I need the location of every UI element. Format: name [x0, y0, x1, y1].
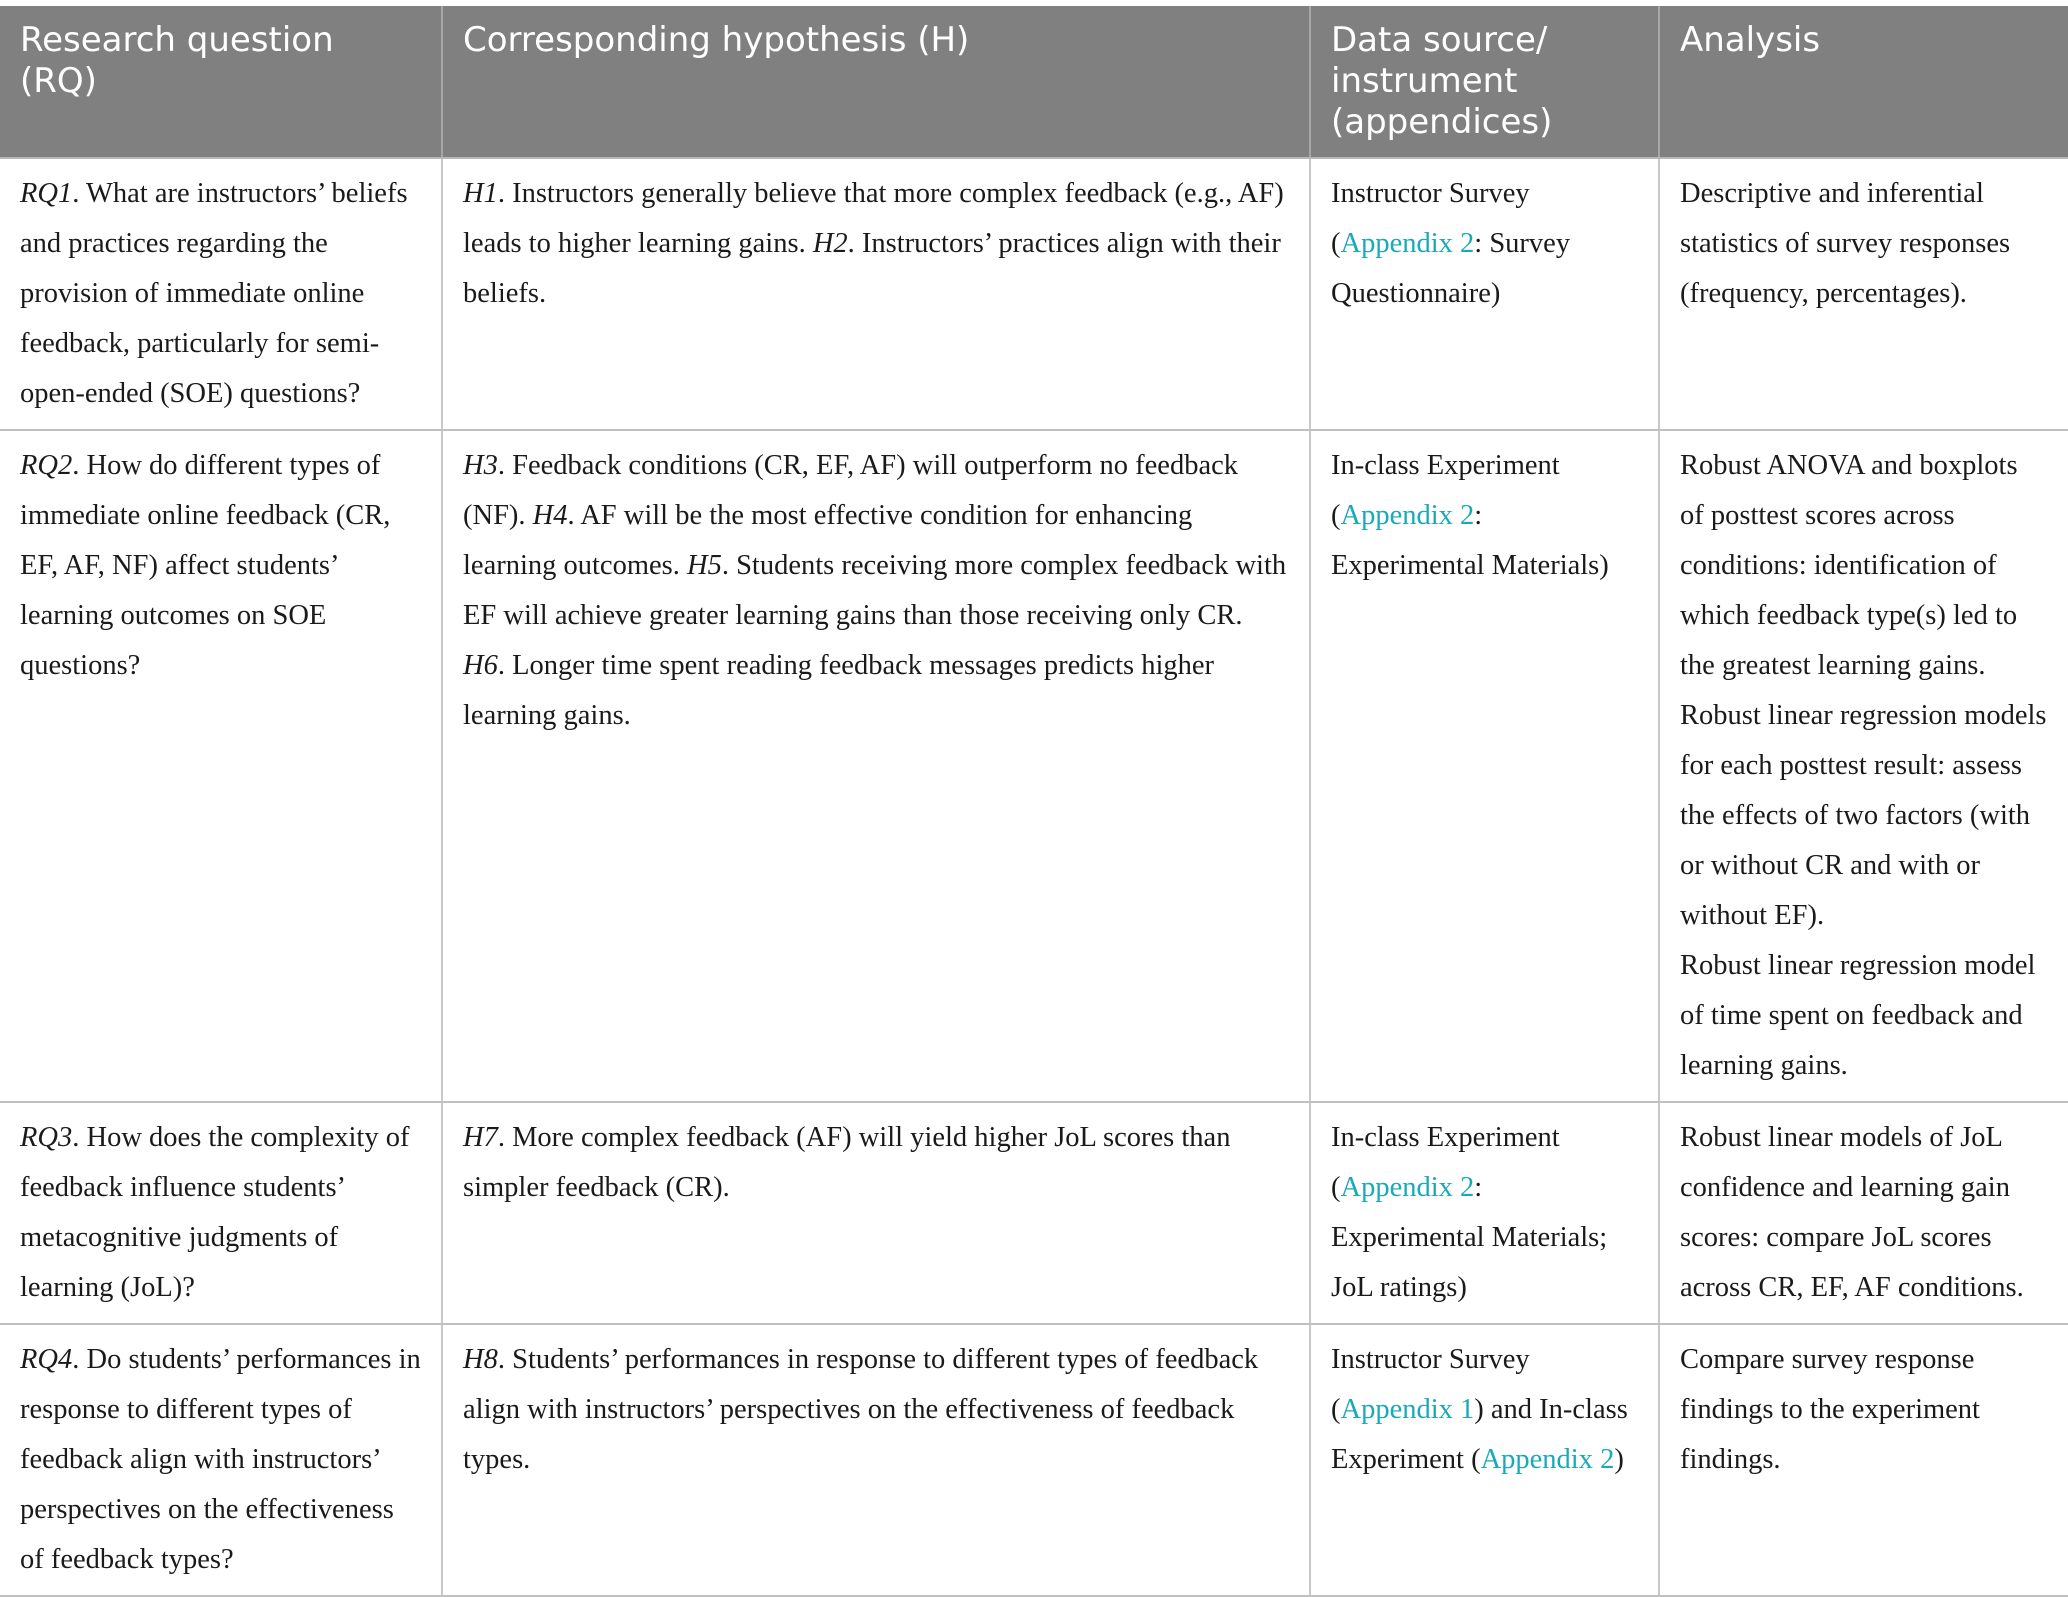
analysis-cell	[1659, 1102, 2068, 1324]
research-question-cell	[0, 1324, 442, 1596]
hypothesis-label: H2	[812, 228, 848, 259]
analysis-text: Robust ANOVA and boxplots of posttest scores across conditions: identification of which feedback type(s) led to the greatest learning gains.	[1680, 450, 2018, 681]
hypothesis-label: H5	[686, 550, 722, 581]
hypothesis-text: . AF will be the most effective condition for enhancing learning outcomes.	[463, 500, 1193, 581]
hypothesis-label: H8	[463, 1344, 498, 1375]
rq-text: . How does the complexity of feedback influence students’ metacognitive judgments of learning (JoL)?	[20, 1122, 410, 1303]
research-question-cell	[0, 158, 442, 430]
analysis-text: Robust linear regression model of time spent on feedback and learning gains.	[1680, 950, 2036, 1081]
source-text: )	[1614, 1444, 1624, 1475]
table-row	[0, 1102, 2068, 1324]
rq-text: . How do different types of immediate online feedback (CR, EF, AF, NF) affect students’ learning outcomes on SOE questions?	[20, 450, 391, 681]
hypothesis-text: . Longer time spent reading feedback messages predicts higher learning gains.	[463, 650, 1215, 731]
source-text: : Survey Questionnaire)	[1331, 228, 1571, 309]
table-row	[0, 430, 2068, 1102]
hypothesis-cell	[442, 430, 1310, 1102]
rq-text: . What are instructors’ beliefs and practices regarding the provision of immediate online feedback, particularly for semi-open-ended (SOE) questions?	[20, 178, 408, 409]
rq-label: RQ4	[20, 1344, 73, 1375]
source-text: In-class Experiment (	[1331, 1122, 1560, 1203]
header-research-question: Research question (RQ)	[0, 6, 442, 158]
analysis-cell	[1659, 158, 2068, 430]
appendix-link[interactable]: Appendix 2	[1340, 228, 1475, 259]
rq-text: . Do students’ performances in response to different types of feedback align with instructors’ perspectives on the effectiveness of feedback types?	[20, 1344, 421, 1575]
research-question-cell	[0, 430, 442, 1102]
source-text: Instructor Survey (	[1331, 1344, 1530, 1425]
data-source-cell	[1310, 1324, 1659, 1596]
header-hypothesis: Corresponding hypothesis (H)	[442, 6, 1310, 158]
hypothesis-text: . Instructors generally believe that more complex feedback (e.g., AF) leads to higher learning gains.	[463, 178, 1284, 259]
rq-label: RQ2	[20, 450, 73, 481]
table-row	[0, 158, 2068, 430]
analysis-cell	[1659, 1324, 2068, 1596]
research-question-cell	[0, 1102, 442, 1324]
data-source-cell	[1310, 1102, 1659, 1324]
hypothesis-text: . Students’ performances in response to different types of feedback align with instructors’ perspectives on the effectiveness of feedback types.	[463, 1344, 1259, 1475]
data-source-cell	[1310, 430, 1659, 1102]
source-text: Instructor Survey (	[1331, 178, 1530, 259]
hypothesis-cell	[442, 1324, 1310, 1596]
research-design-table	[0, 6, 2068, 1597]
table-row	[0, 1324, 2068, 1596]
analysis-text: Robust linear models of JoL confidence and learning gain scores: compare JoL scores across CR, EF, AF conditions.	[1680, 1122, 2024, 1303]
analysis-text: Compare survey response findings to the experiment findings.	[1680, 1344, 1980, 1475]
header-data-source: Data source/ instrument (appendices)	[1310, 6, 1659, 158]
hypothesis-label: H4	[532, 500, 568, 531]
rq-label: RQ3	[20, 1122, 73, 1153]
source-text: ) and In-class Experiment (	[1331, 1394, 1628, 1475]
hypothesis-label: H6	[463, 650, 498, 681]
hypothesis-label: H3	[463, 450, 498, 481]
hypothesis-text: . Instructors’ practices align with their beliefs.	[463, 228, 1281, 309]
rq-label: RQ1	[20, 178, 73, 209]
data-source-cell	[1310, 158, 1659, 430]
hypothesis-label: H1	[463, 178, 498, 209]
header-row	[0, 6, 2068, 158]
header-analysis: Analysis	[1659, 6, 2068, 158]
appendix-link[interactable]: Appendix 2	[1480, 1444, 1615, 1475]
analysis-cell	[1659, 430, 2068, 1102]
hypothesis-text: . More complex feedback (AF) will yield higher JoL scores than simpler feedback (CR).	[463, 1122, 1231, 1203]
hypothesis-cell	[442, 1102, 1310, 1324]
hypothesis-text: . Students receiving more complex feedback with EF will achieve greater learning gains than those receiving only CR.	[463, 550, 1287, 631]
appendix-link[interactable]: Appendix 2	[1340, 500, 1475, 531]
hypothesis-cell	[442, 158, 1310, 430]
analysis-text: Robust linear regression models for each posttest result: assess the effects of two factors (with or without CR and with or without EF).	[1680, 700, 2047, 931]
appendix-link[interactable]: Appendix 2	[1340, 1172, 1475, 1203]
source-text: : Experimental Materials)	[1331, 500, 1609, 581]
appendix-link[interactable]: Appendix 1	[1340, 1394, 1475, 1425]
hypothesis-label: H7	[463, 1122, 498, 1153]
source-text: : Experimental Materials; JoL ratings)	[1331, 1172, 1608, 1303]
hypothesis-text: . Feedback conditions (CR, EF, AF) will outperform no feedback (NF).	[463, 450, 1239, 531]
analysis-text: Descriptive and inferential statistics of survey responses (frequency, percentages).	[1680, 178, 2011, 309]
source-text: In-class Experiment (	[1331, 450, 1560, 531]
